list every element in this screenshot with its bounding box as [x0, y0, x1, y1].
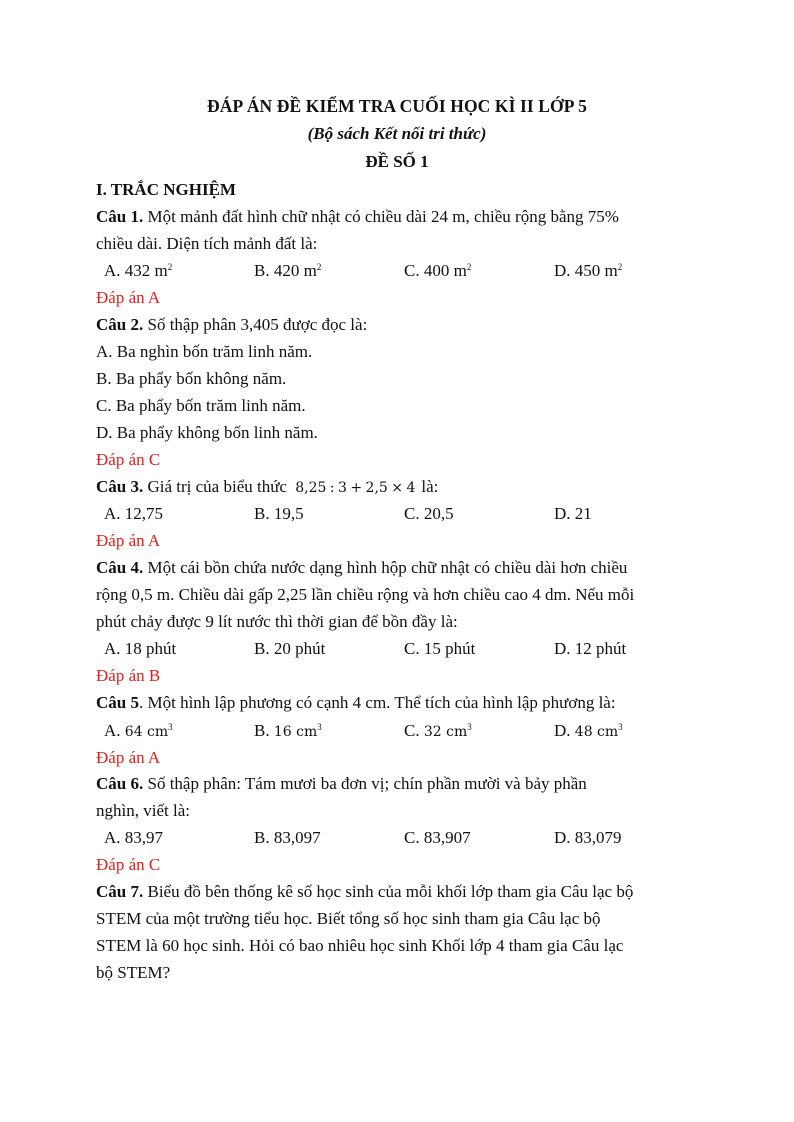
option-a: A. 64 $cm^3$: [104, 721, 173, 740]
question-5: [96, 693, 616, 713]
question-text: Một mảnh đất hình chữ nhật có chiều dài 24 m, chiều rộng bằng 75%: [143, 207, 619, 226]
option-a: A. 83,97: [104, 828, 164, 847]
question-text: . Một hình lập phương có cạnh 4 cm. Thể tích của hình lập phương là:: [138, 693, 616, 712]
question-7: [96, 882, 633, 902]
option-b: B. Ba phẩy bốn không năm.: [96, 369, 287, 388]
document-subtitle: (Bộ sách Kết nối tri thức): [307, 124, 487, 143]
question-text: bộ STEM?: [96, 963, 171, 982]
option-c: C. 83,907: [404, 828, 471, 847]
exam-number: ĐỀ SỐ 1: [365, 152, 429, 171]
option-d: D. 12 phút: [554, 639, 627, 658]
answer-line: Đáp án A: [96, 748, 161, 767]
question-6: [96, 774, 587, 794]
answer-line: Đáp án C: [96, 450, 161, 469]
option-d: D. 83,079: [554, 828, 622, 847]
question-text: Một cái bồn chứa nước dạng hình hộp chữ nhật có chiều dài hơn chiều: [143, 558, 628, 577]
option-b: B. 16 $cm^3$: [254, 721, 322, 740]
option-d: D. 450 $m^2$: [554, 261, 623, 280]
question-text: chiều dài. Diện tích mảnh đất là:: [96, 234, 318, 253]
question-text: Số thập phân 3,405 được đọc là:: [143, 315, 368, 334]
question-label: Câu 7.: [96, 882, 144, 901]
option-c: C. 20,5: [404, 504, 454, 523]
option-b: B. 83,097: [254, 828, 321, 847]
question-1: [96, 207, 619, 227]
question-text: STEM của một trường tiểu học. Biết tổng số học sinh tham gia Câu lạc bộ: [96, 909, 601, 928]
question-label: Câu 2.: [96, 315, 144, 334]
option-a: A. 12,75: [104, 504, 164, 523]
option-a: A. 18 phút: [104, 639, 177, 658]
option-c: C. 15 phút: [404, 639, 476, 658]
math-expression: 8,25 : 3 + 2,5 × 4: [295, 480, 416, 496]
question-label: Câu 6.: [96, 774, 144, 793]
question-text: phút chảy được 9 lít nước thì thời gian để bồn đầy là:: [96, 612, 458, 631]
option-c: C. 400 $m^2$: [404, 261, 472, 280]
option-d: D. 48 $cm^3$: [554, 721, 623, 740]
question-2: [96, 315, 367, 335]
answer-line: Đáp án A: [96, 288, 161, 307]
question-text: Giá trị của biểu thức: [143, 477, 292, 496]
document-title: ĐÁP ÁN ĐỀ KIỂM TRA CUỐI HỌC KÌ II LỚP 5: [207, 96, 587, 116]
question-label: Câu 3.: [96, 477, 144, 496]
answer-line: Đáp án B: [96, 666, 161, 685]
question-4: [96, 558, 627, 578]
question-text: rộng 0,5 m. Chiều dài gấp 2,25 lần chiều rộng và hơn chiều cao 4 dm. Nếu mỗi: [96, 585, 635, 604]
question-text: Biểu đồ bên thống kê số học sinh của mỗi khối lớp tham gia Câu lạc bộ: [143, 882, 634, 901]
option-d: D. 21: [554, 504, 592, 523]
question-3: [96, 477, 438, 497]
question-label: Câu 1.: [96, 207, 144, 226]
answer-line: Đáp án A: [96, 531, 161, 550]
option-a: A. Ba nghìn bốn trăm linh năm.: [96, 342, 313, 361]
question-text: là:: [421, 477, 439, 496]
question-label: Câu 5: [96, 693, 139, 712]
section-title: I. TRẮC NGHIỆM: [96, 180, 236, 199]
option-b: B. 420 $m^2$: [254, 261, 322, 280]
question-text: Số thập phân: Tám mươi ba đơn vị; chín phần mười và bảy phần: [143, 774, 587, 793]
option-d: D. Ba phẩy không bốn linh năm.: [96, 423, 318, 442]
option-c: C. Ba phẩy bốn trăm linh năm.: [96, 396, 306, 415]
question-text: STEM là 60 học sinh. Hỏi có bao nhiêu học sinh Khối lớp 4 tham gia Câu lạc: [96, 936, 624, 955]
option-a: A. 432 $m^2$: [104, 261, 173, 280]
question-label: Câu 4.: [96, 558, 144, 577]
question-text: nghìn, viết là:: [96, 801, 190, 820]
option-b: B. 19,5: [254, 504, 304, 523]
option-c: C. 32 $cm^3$: [404, 721, 472, 740]
answer-line: Đáp án C: [96, 855, 161, 874]
option-b: B. 20 phút: [254, 639, 326, 658]
